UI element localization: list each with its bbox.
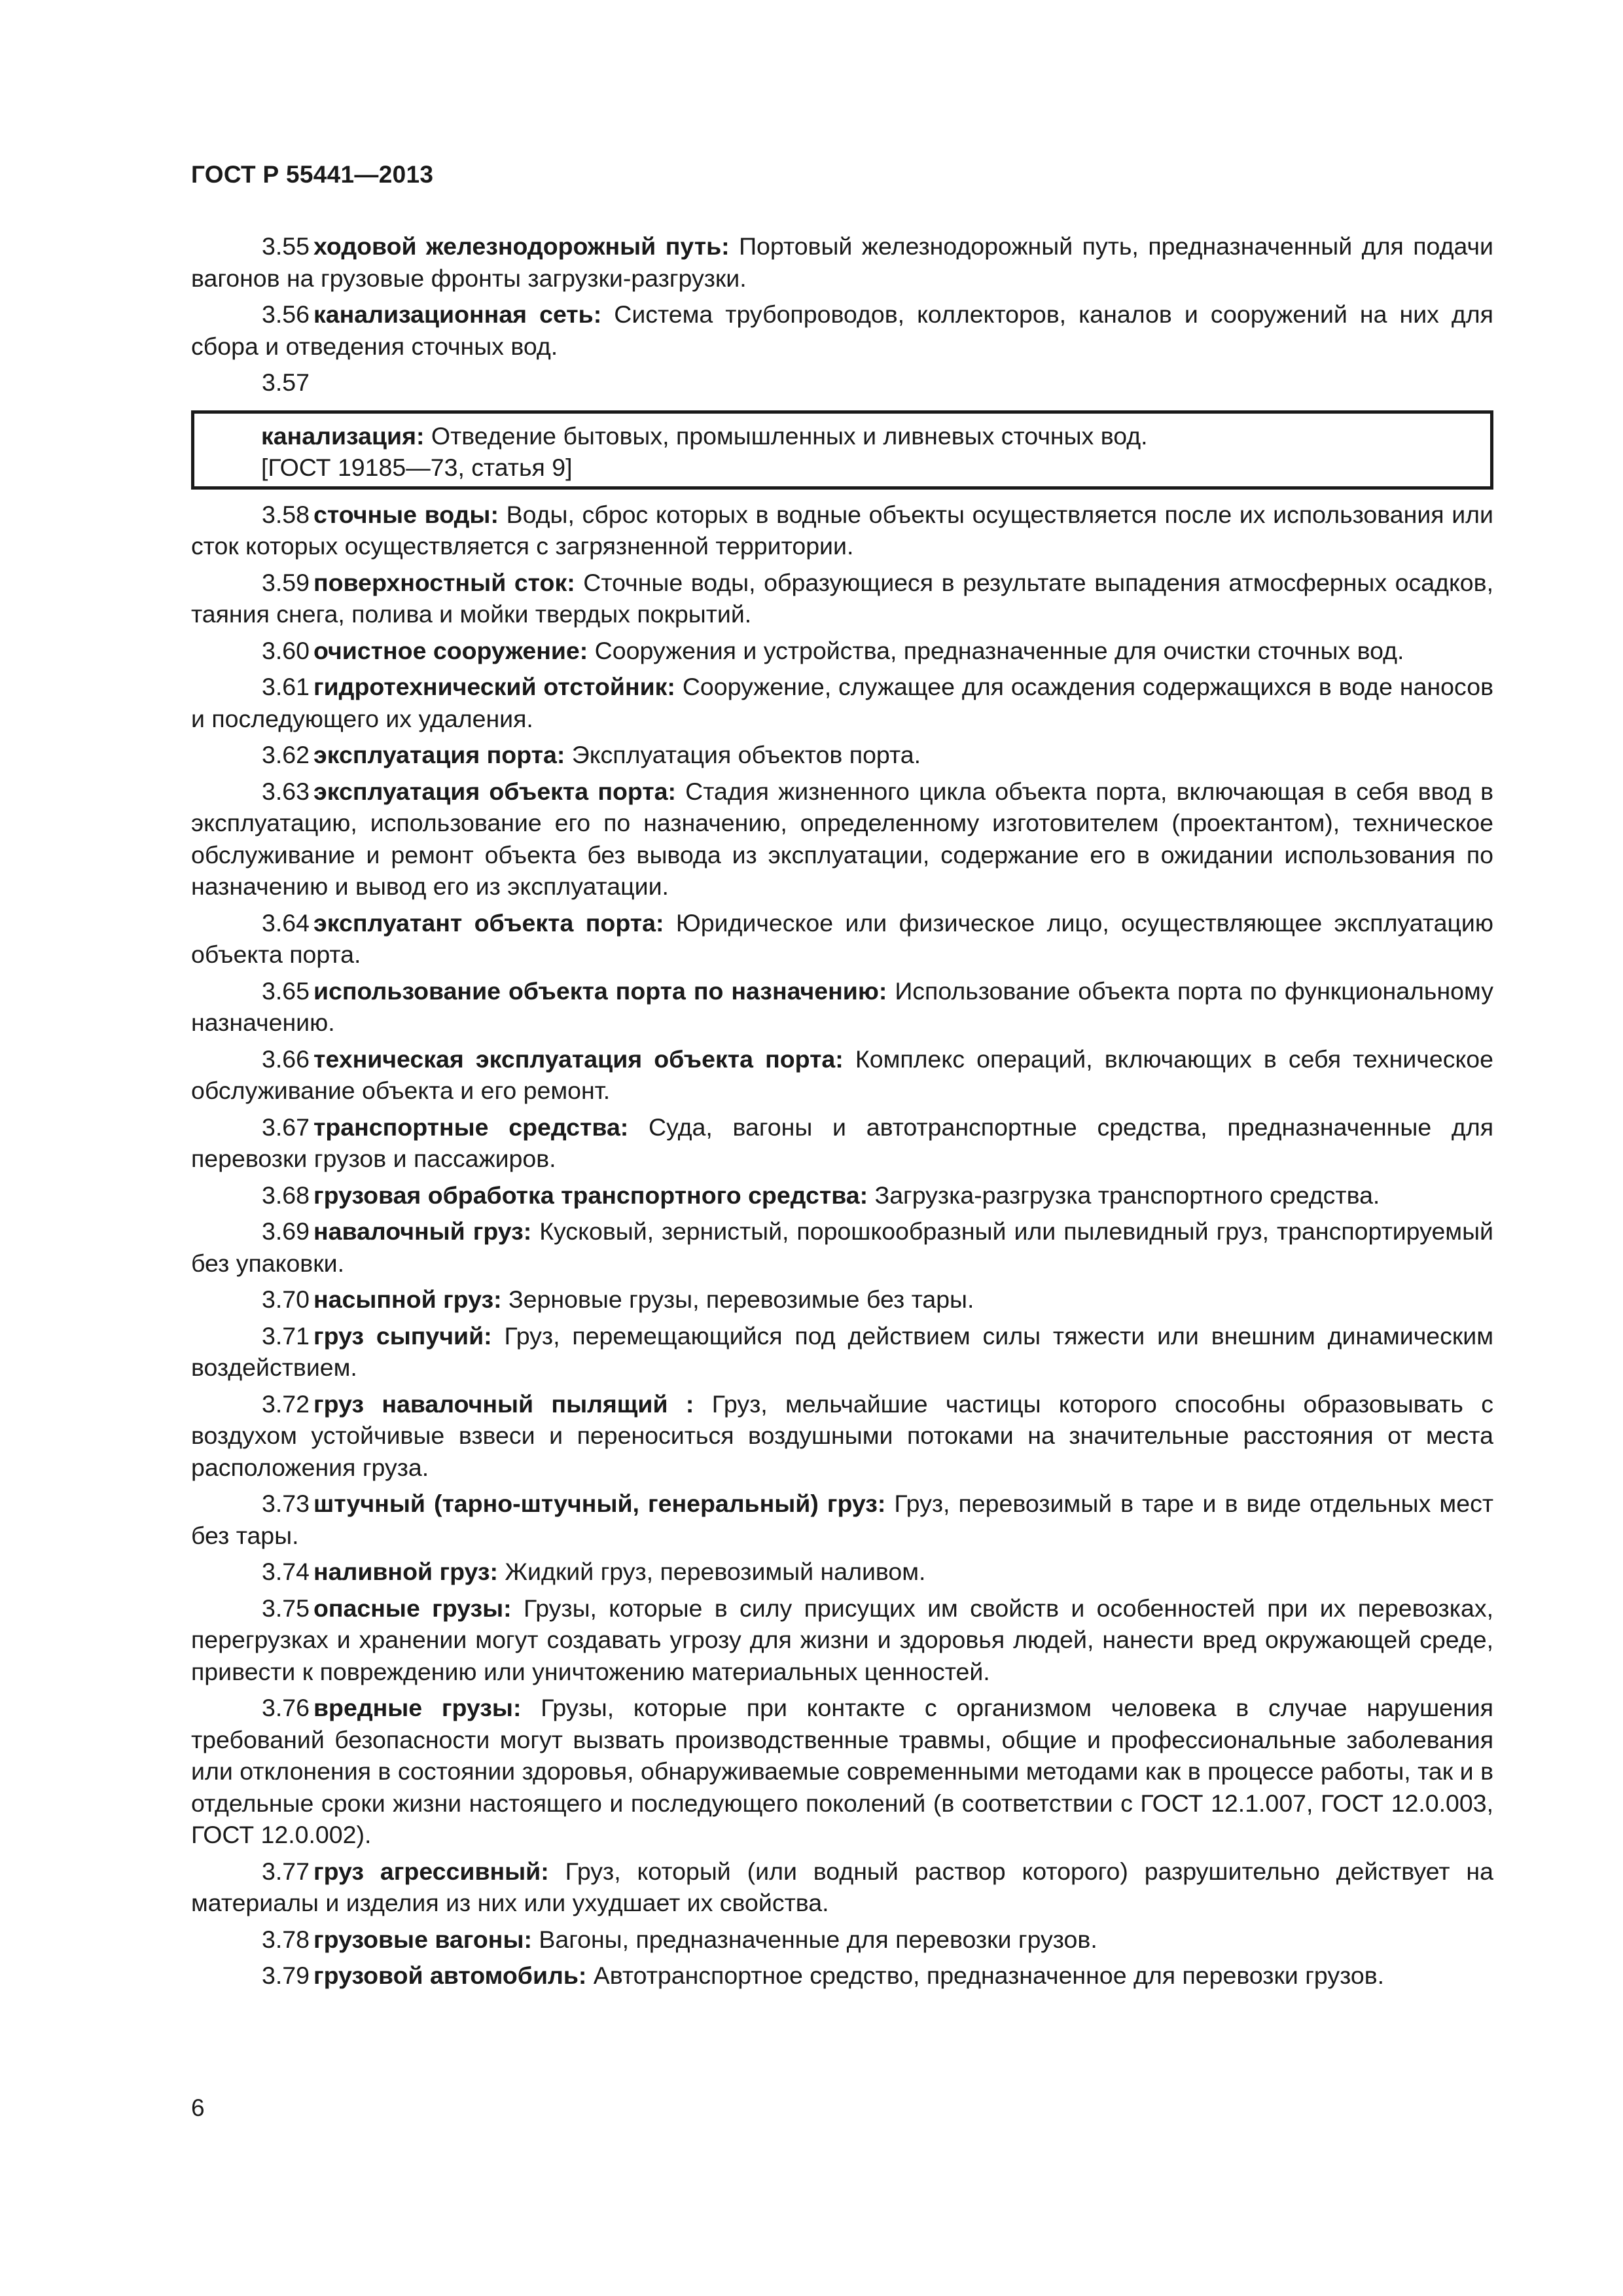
term-entry [191, 1592, 1493, 1688]
entry-definition: Сточные воды, образующиеся в результате выпадения атмосферных осадков, таяния снега, полива и мойки твердых покрытий. [191, 568, 1494, 628]
entry-definition: Портовый железнодорожный путь, предназначенный для подачи вагонов на грузовые фронты загрузки-разгрузки. [191, 232, 1493, 292]
term-entry [191, 367, 1493, 399]
entry-definition: Грузы, которые при контакте с организмом человека в случае нарушения требований безопасности могут вызвать производственные травмы, общие и профессиональные заболевания или отклонения в состоянии здоровья, обнаруживаемые современными методами как в процессе работы, так и в отдельные сроки жизни настоящего и последующего поколений (в соответствии с ГОСТ 12.1.007, ГОСТ 12.0.003, ГОСТ 12.0.002). [191, 1694, 1493, 1848]
entry-term: использование объекта порта по назначению: [313, 977, 887, 1005]
entry-number: 3.67 [262, 1113, 310, 1141]
entry-number: 3.61 [262, 673, 310, 700]
entry-number: 3.56 [262, 300, 310, 328]
entry-term: эксплуатация объекта порта: [313, 777, 676, 805]
term-entry [191, 1924, 1493, 1956]
term-entry [191, 635, 1493, 667]
entry-number: 3.70 [262, 1285, 310, 1313]
entry-number: 3.76 [262, 1694, 310, 1721]
entry-definition: Жидкий груз, перевозимый наливом. [497, 1558, 926, 1585]
entry-definition: Загрузка-разгрузка транспортного средства. [868, 1181, 1380, 1209]
boxed-definition: Отведение бытовых, промышленных и ливневых сточных вод. [424, 422, 1148, 450]
entry-definition: Воды, сброс которых в водные объекты осуществляется после их использования или сток которых осуществляется с загрязненной территории. [191, 500, 1493, 560]
entry-term: канализационная сеть: [313, 300, 602, 328]
entry-number: 3.69 [262, 1217, 310, 1245]
entry-number: 3.65 [262, 977, 310, 1005]
entry-number: 3.57 [262, 368, 310, 396]
term-entry [191, 230, 1493, 294]
entry-term: груз навалочный пылящий : [313, 1390, 694, 1418]
entry-term: штучный (тарно-штучный, генеральный) груз: [313, 1490, 886, 1517]
entry-definition: Зерновые грузы, перевозимые без тары. [501, 1285, 974, 1313]
entry-definition: Юридическое или физическое лицо, осуществляющее эксплуатацию объекта порта. [191, 908, 1493, 968]
entry-definition: Кусковый, зернистый, порошкообразный или пылевидный груз, транспортируемый без упаковки. [191, 1217, 1493, 1277]
term-entry [191, 671, 1493, 734]
boxed-term: канализация: [261, 422, 425, 450]
term-entry [191, 776, 1493, 903]
entry-number: 3.75 [262, 1594, 310, 1622]
entry-definition: Груз, перевозимый в таре и в виде отдельных мест без тары. [191, 1490, 1493, 1549]
term-entry [191, 907, 1493, 971]
entry-term: ходовой железнодорожный путь: [313, 232, 730, 260]
entry-term: техническая эксплуатация объекта порта: [313, 1045, 844, 1073]
entry-term: гидротехнический отстойник: [313, 673, 675, 700]
entry-term: транспортные средства: [313, 1113, 629, 1141]
terms-section-after [191, 499, 1493, 1992]
entry-term: очистное сооружение: [313, 636, 588, 664]
boxed-definition-line [261, 420, 1477, 452]
boxed-reference: [ГОСТ 19185—73, статья 9] [261, 454, 573, 481]
entry-term: наливной груз: [313, 1558, 498, 1585]
term-entry [191, 1215, 1493, 1279]
entry-number: 3.78 [262, 1925, 310, 1953]
entry-number: 3.58 [262, 500, 310, 528]
entry-term: вредные грузы: [313, 1694, 522, 1721]
entry-number: 3.59 [262, 568, 310, 596]
term-entry [191, 567, 1493, 630]
entry-term: навалочный груз: [313, 1217, 532, 1245]
entry-definition: Автотранспортное средство, предназначенное для перевозки грузов. [586, 1962, 1385, 1989]
entry-definition: Груз, который (или водный раствор которого) разрушительно действует на материалы и изделия из них или ухудшает их свойства. [191, 1857, 1493, 1916]
term-entry [191, 1556, 1493, 1588]
entry-number: 3.68 [262, 1181, 310, 1209]
entry-term: грузовая обработка транспортного средства: [313, 1181, 868, 1209]
entry-term: груз агрессивный: [313, 1857, 549, 1885]
terms-section-before [191, 230, 1493, 399]
term-entry [191, 739, 1493, 771]
entry-term: грузовой автомобиль: [313, 1962, 587, 1989]
document-body [191, 230, 1493, 1996]
term-entry [191, 1692, 1493, 1851]
entry-term: груз сыпучий: [313, 1321, 492, 1350]
entry-number: 3.60 [262, 636, 310, 664]
entry-term: эксплуатация порта: [313, 741, 565, 768]
entry-term: грузовые вагоны: [313, 1925, 532, 1953]
entry-definition: Груз, мельчайшие частицы которого способны образовывать с воздухом устойчивые взвеси и переноситься воздушными потоками на значительные расстояния от места расположения груза. [191, 1390, 1493, 1481]
entry-number: 3.64 [262, 908, 310, 937]
entry-term: поверхностный сток: [313, 568, 575, 596]
entry-term: сточные воды: [313, 500, 499, 528]
entry-definition: Комплекс операций, включающих в себя техническое обслуживание объекта и его ремонт. [191, 1045, 1493, 1104]
entry-definition: Эксплуатация объектов порта. [565, 741, 921, 768]
boxed-reference-entry [191, 410, 1493, 490]
term-entry [191, 499, 1493, 562]
term-entry [191, 1856, 1493, 1919]
term-entry [191, 975, 1493, 1039]
term-entry [191, 298, 1493, 362]
entry-number: 3.73 [262, 1490, 310, 1517]
term-entry [191, 1043, 1493, 1107]
entry-number: 3.62 [262, 741, 310, 768]
entry-number: 3.66 [262, 1045, 310, 1073]
entry-definition: Суда, вагоны и автотранспортные средства, предназначенные для перевозки грузов и пассажиров. [191, 1113, 1494, 1172]
entry-definition: Грузы, которые в силу присущих им свойств и особенностей при их перевозках, перегрузках и хранении могут создавать угрозу для жизни и здоровья людей, нанести вред окружающей среде, привести к повреждению или уничтожению материальных ценностей. [191, 1594, 1493, 1685]
page-number: 6 [191, 2094, 205, 2121]
entry-number: 3.55 [262, 232, 310, 260]
entry-term: насыпной груз: [313, 1285, 502, 1313]
entry-definition: Вагоны, предназначенные для перевозки грузов. [531, 1925, 1097, 1953]
entry-number: 3.71 [262, 1321, 310, 1350]
entry-definition: Сооружение, служащее для осаждения содержащихся в воде наносов и последующего их удаления. [191, 673, 1493, 732]
term-entry [191, 1179, 1493, 1211]
entry-number: 3.77 [262, 1857, 310, 1885]
term-entry [191, 1320, 1493, 1384]
entry-definition: Стадия жизненного цикла объекта порта, включающая в себя ввод в эксплуатацию, использование его по назначению, определенному изготовителем (проектантом), техническое обслуживание и ремонт объекта без вывода из эксплуатации, содержание его в ожидании использования по назначению и вывод его из эксплуатации. [191, 777, 1494, 900]
entry-definition: Груз, перемещающийся под действием силы тяжести или внешним динамическим воздействием. [191, 1321, 1493, 1381]
entry-definition: Сооружения и устройства, предназначенные для очистки сточных вод. [588, 636, 1404, 664]
entry-number: 3.79 [262, 1962, 310, 1989]
document-header: ГОСТ Р 55441—2013 [191, 161, 434, 188]
entry-number: 3.72 [262, 1390, 310, 1418]
term-entry [191, 1283, 1493, 1316]
term-entry [191, 1488, 1493, 1551]
term-entry [191, 1388, 1493, 1484]
entry-definition: Система трубопроводов, коллекторов, каналов и сооружений на них для сбора и отведения сточных вод. [191, 300, 1493, 360]
entry-number: 3.74 [262, 1558, 310, 1585]
entry-definition: Использование объекта порта по функциональному назначению. [191, 977, 1493, 1036]
entry-term: опасные грузы: [313, 1594, 512, 1622]
entry-term: эксплуатант объекта порта: [313, 908, 664, 937]
term-entry [191, 1111, 1493, 1175]
term-entry [191, 1960, 1493, 1992]
entry-number: 3.63 [262, 777, 310, 805]
